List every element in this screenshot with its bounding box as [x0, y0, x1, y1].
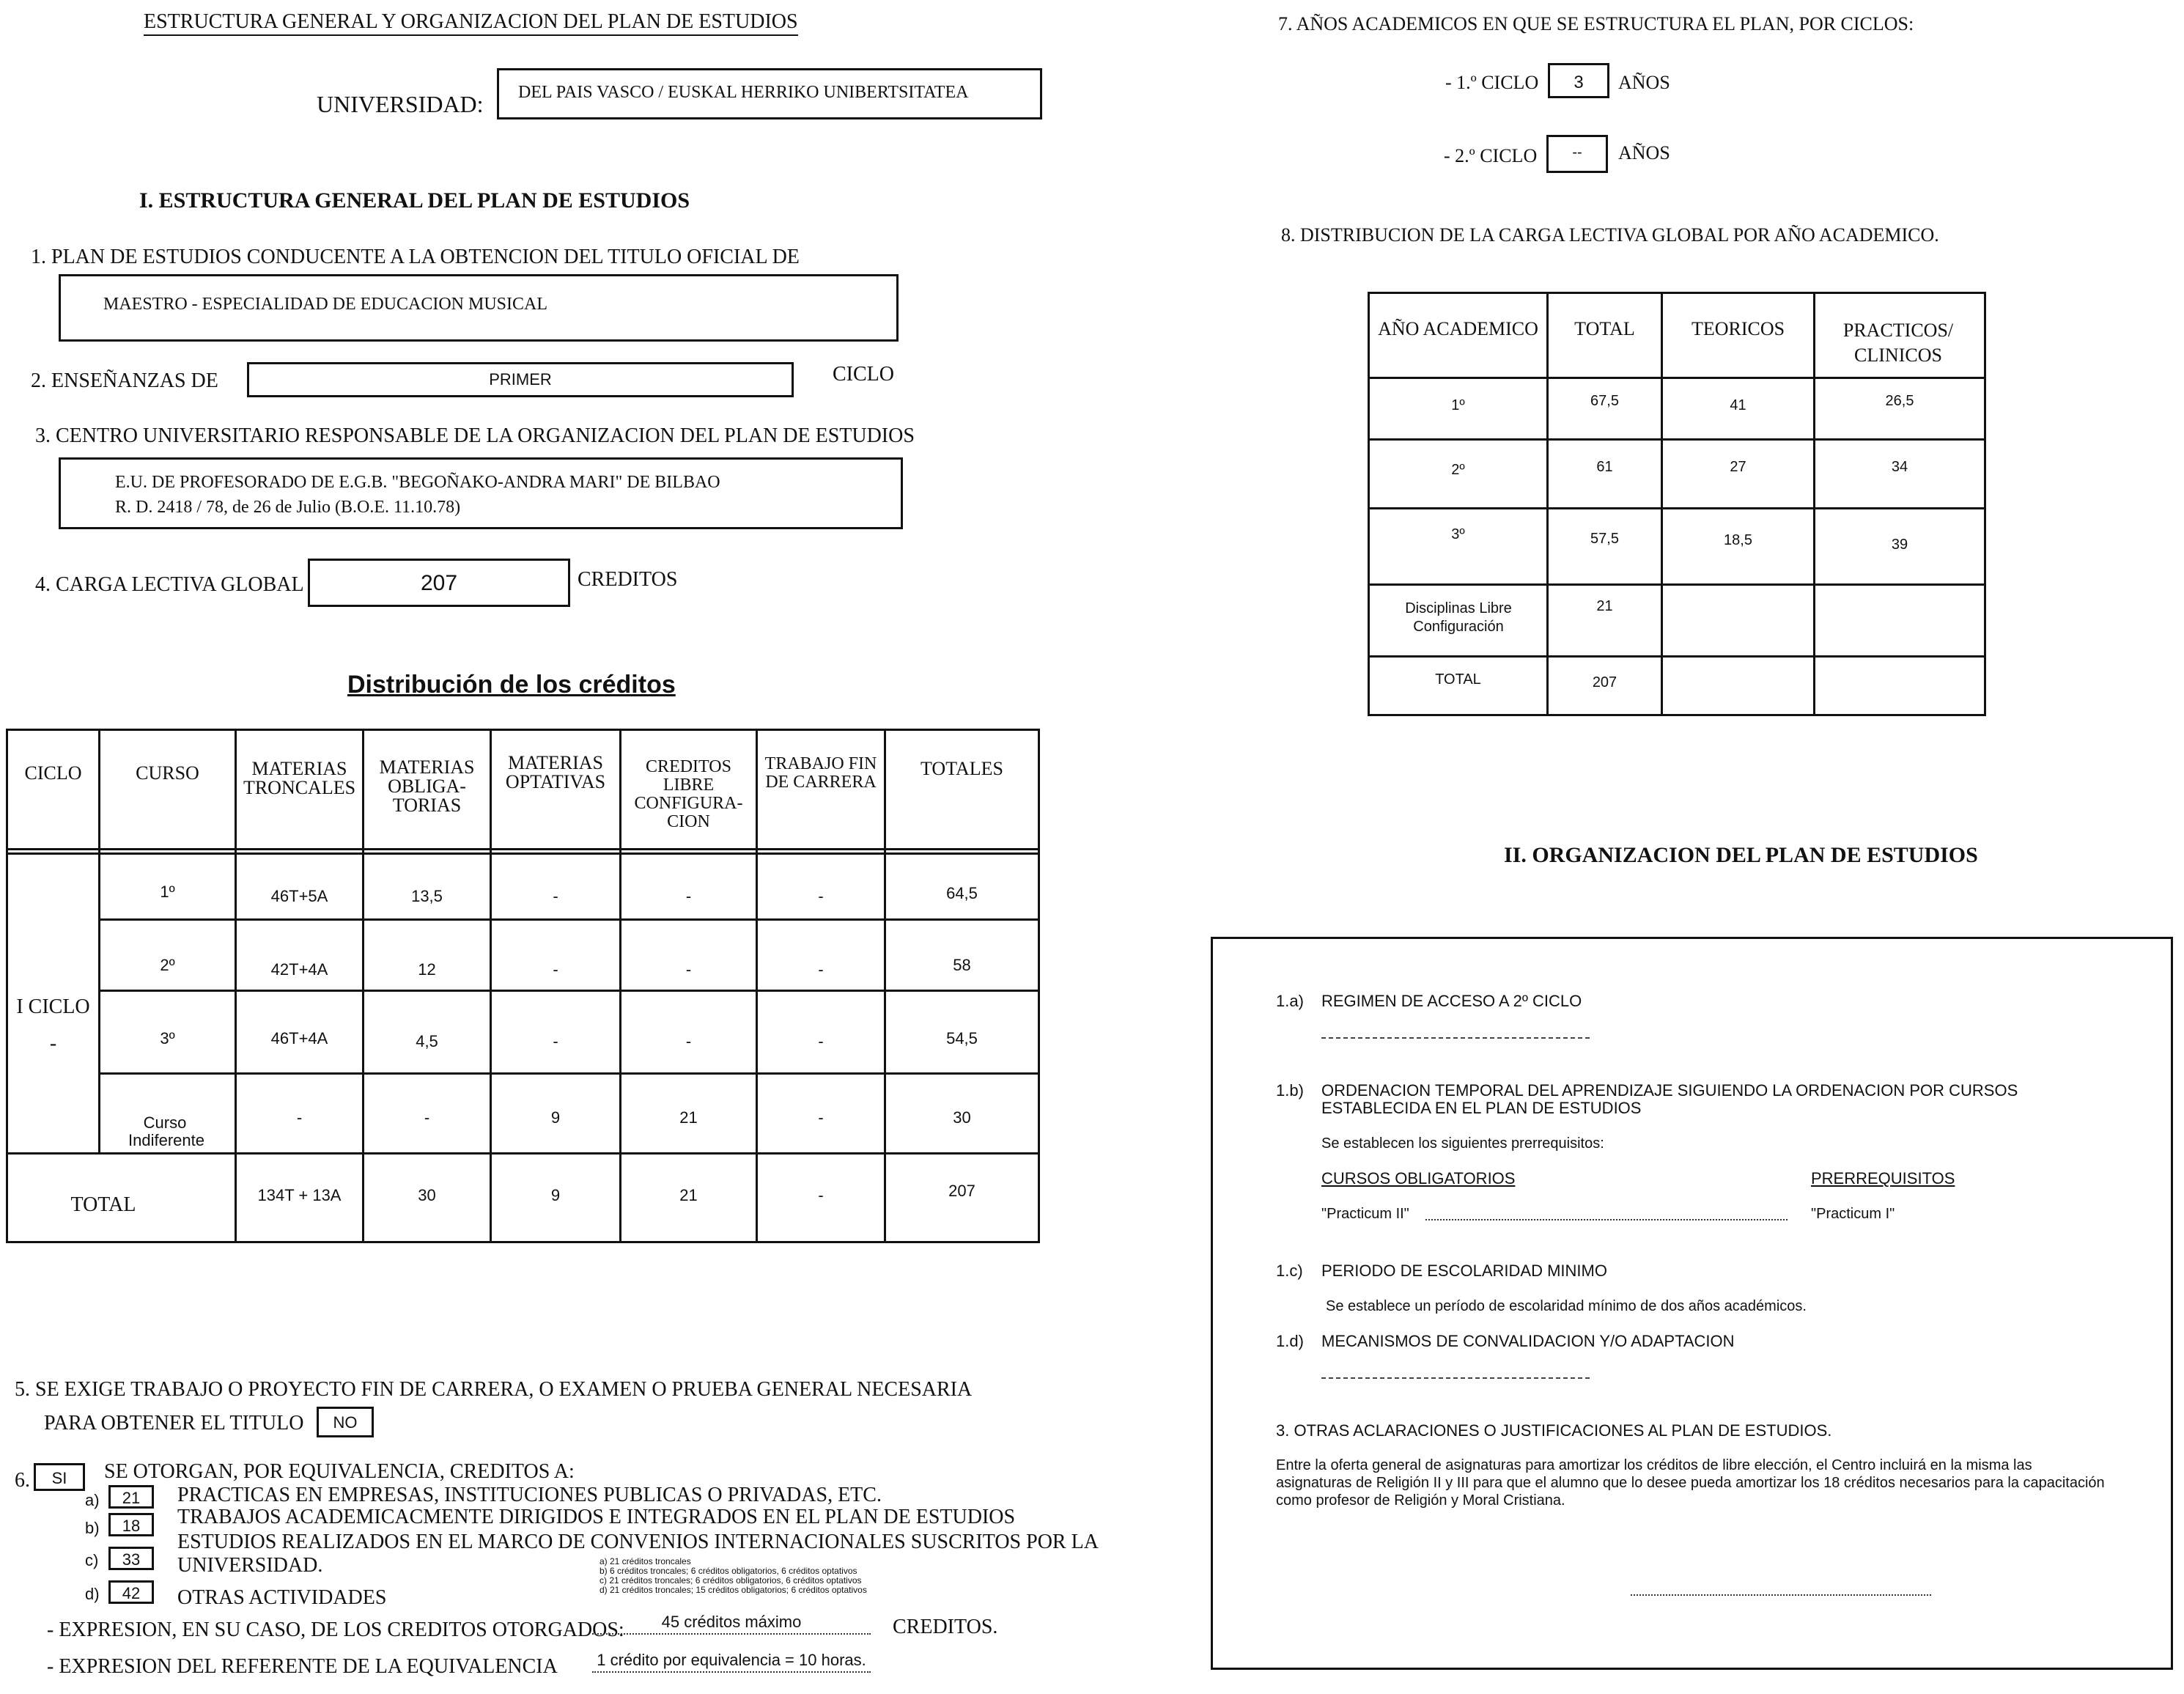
- expr1-value: 45 créditos máximo: [592, 1613, 871, 1635]
- ciclo1-label: - 1.º CICLO: [1445, 72, 1539, 93]
- section2-title: II. ORGANIZACION DEL PLAN DE ESTUDIOS: [1504, 843, 1978, 867]
- carga-value: 207: [420, 571, 458, 595]
- org-1a-line: [1321, 1037, 1590, 1039]
- table-total-libre: 21: [679, 1186, 698, 1204]
- dist-header-totales: TOTALES: [921, 758, 1003, 779]
- table-row-4-curso: Curso Indiferente: [128, 1113, 204, 1149]
- item6-notes: [600, 1557, 981, 1595]
- item6-c-letter: c): [85, 1551, 99, 1569]
- item6-note-a: a) 21 créditos troncales: [600, 1556, 691, 1566]
- item6-d-text: OTRAS ACTIVIDADES: [177, 1586, 387, 1609]
- centro-box: [59, 457, 903, 529]
- table-row-1-curso: 1º: [160, 883, 175, 901]
- item6-note-b: b) 6 créditos troncales; 6 créditos obligatorios, 6 créditos optativos: [600, 1566, 857, 1576]
- item6-num: 6.: [15, 1469, 30, 1492]
- table-row-2-troncales: 42T+4A: [270, 960, 328, 979]
- item5-label: 5. SE EXIGE TRABAJO O PROYECTO FIN DE CARRERA, O EXAMEN O PRUEBA GENERAL NECESARIA: [15, 1378, 973, 1401]
- table-total-troncales: 134T + 13A: [257, 1186, 342, 1204]
- org-1c-note: Se establece un período de escolaridad mínimo de dos años académicos.: [1326, 1298, 1807, 1314]
- dist-header-curso: CURSO: [136, 762, 199, 784]
- item6-note-d: d) 21 créditos troncales; 15 créditos obligatorios; 6 créditos optativos: [600, 1585, 867, 1595]
- carga-row-1-ano: 1º: [1451, 397, 1465, 413]
- item4-label: 4. CARGA LECTIVA GLOBAL: [35, 573, 304, 596]
- organizacion-box: [1211, 937, 2173, 1670]
- carga-row-2-practicos: 34: [1891, 459, 1908, 475]
- carga-row-3-total: 57,5: [1590, 531, 1619, 547]
- carga-row-4-ano: Disciplinas Libre Configuración: [1405, 600, 1512, 635]
- universidad-box: [497, 68, 1042, 119]
- org-1d-num: 1.d): [1276, 1332, 1304, 1350]
- dist-header-trabajo: TRABAJO FIN DE CARRERA: [764, 754, 877, 792]
- carga-row-2-teoricos: 27: [1730, 459, 1746, 475]
- carga-row-5-ano: TOTAL: [1435, 671, 1481, 688]
- expr2-value: 1 crédito por equivalencia = 10 horas.: [592, 1651, 871, 1673]
- table-row-1-troncales: 46T+5A: [270, 887, 328, 905]
- item6-d-letter: d): [85, 1585, 100, 1603]
- org-1b-num: 1.b): [1276, 1081, 1304, 1100]
- item6-a-text: PRACTICAS EN EMPRESAS, INSTITUCIONES PUBLICAS O PRIVADAS, ETC.: [177, 1484, 882, 1506]
- org-1c-num: 1.c): [1276, 1262, 1303, 1280]
- table-row-3-total: 54,5: [946, 1029, 978, 1047]
- table-total-optativas: 9: [550, 1186, 561, 1204]
- org-curso: "Practicum II": [1321, 1206, 1409, 1222]
- org-1b-note: Se establecen los siguientes prerrequisitos:: [1321, 1135, 1604, 1152]
- centro-line1: E.U. DE PROFESORADO DE E.G.B. "BEGOÑAKO-ANDRA MARI" DE BILBAO: [115, 473, 720, 492]
- dist-title: Distribución de los créditos: [347, 671, 676, 699]
- item4-suffix: CREDITOS: [578, 568, 678, 591]
- item1-label: 1. PLAN DE ESTUDIOS CONDUCENTE A LA OBTENCION DEL TITULO OFICIAL DE: [31, 246, 800, 268]
- item5-value: NO: [333, 1413, 358, 1432]
- ensenanzas-box: [247, 362, 794, 397]
- expr1-label: - EXPRESION, EN SU CASO, DE LOS CREDITOS OTORGADOS:: [47, 1618, 624, 1641]
- ciclo2-box: [1546, 135, 1608, 173]
- table-row-4-optativas: 9: [550, 1108, 561, 1127]
- dist-ciclo-mark: -: [49, 1032, 57, 1055]
- item2-label: 2. ENSEÑANZAS DE: [31, 369, 218, 392]
- item6-value: SI: [51, 1469, 67, 1487]
- table-row-3-troncales: 46T+4A: [270, 1029, 328, 1047]
- table-row-3-libre: -: [685, 1032, 692, 1050]
- item6-b-box: [108, 1513, 154, 1536]
- table-row-4-troncales: -: [296, 1108, 303, 1127]
- carga-row-2-total: 61: [1596, 459, 1613, 475]
- org-3-text: Entre la oferta general de asignaturas para amortizar los créditos de libre elección, el Centro incluirá en la misma las asignaturas de Religión II y III para que el alumno que lo desee pueda amortizar los 18 créditos necesarios para la capacitación como profesor de Religión y Moral Cristiana.: [1276, 1457, 2105, 1509]
- carga-box: [308, 559, 570, 607]
- table-row-1-obligatorias: 13,5: [411, 887, 443, 905]
- section1-title: I. ESTRUCTURA GENERAL DEL PLAN DE ESTUDIOS: [139, 188, 690, 213]
- item6-b-text: TRABAJOS ACADEMICACMENTE DIRIGIDOS E INTEGRADOS EN EL PLAN DE ESTUDIOS: [177, 1506, 1016, 1528]
- table-row-1-libre: -: [685, 887, 692, 905]
- expr2-label: - EXPRESION DEL REFERENTE DE LA EQUIVALENCIA: [47, 1655, 558, 1678]
- dist-header-optativas: MATERIAS OPTATIVAS: [505, 752, 606, 792]
- main-title: ESTRUCTURA GENERAL Y ORGANIZACION DEL PLAN DE ESTUDIOS: [144, 10, 798, 36]
- ciclo2-anos: AÑOS: [1618, 142, 1670, 163]
- org-cursos-head: CURSOS OBLIGATORIOS: [1321, 1169, 1516, 1187]
- table-row-3-trabajo: -: [818, 1032, 824, 1050]
- org-curso-dots: [1425, 1219, 1788, 1220]
- org-1b-line1: ORDENACION TEMPORAL DEL APRENDIZAJE SIGUIENDO LA ORDENACION POR CURSOS: [1321, 1081, 2018, 1100]
- item7-label: 7. AÑOS ACADEMICOS EN QUE SE ESTRUCTURA EL PLAN, POR CICLOS:: [1278, 13, 1914, 34]
- table-row-2-obligatorias: 12: [418, 960, 436, 979]
- org-1c: PERIODO DE ESCOLARIDAD MINIMO: [1321, 1262, 1607, 1280]
- org-prereq-head: PRERREQUISITOS: [1811, 1169, 1955, 1187]
- ciclo2-label: - 2.º CICLO: [1444, 145, 1538, 166]
- carga-row-3-ano: 3º: [1451, 526, 1465, 542]
- table-row-1-optativas: -: [553, 887, 558, 905]
- item5-label2: PARA OBTENER EL TITULO: [44, 1412, 304, 1435]
- table-total-trabajo: -: [818, 1186, 824, 1204]
- item6-c-box: [108, 1547, 154, 1570]
- ciclo1-anos: AÑOS: [1618, 72, 1670, 93]
- dist-header-troncales: MATERIAS TRONCALES: [243, 758, 356, 798]
- item8-label: 8. DISTRIBUCION DE LA CARGA LECTIVA GLOBAL POR AÑO ACADEMICO.: [1281, 224, 1939, 246]
- carga-header-ano: AÑO ACADEMICO: [1378, 318, 1538, 339]
- centro-line2: R. D. 2418 / 78, de 26 de Julio (B.O.E. 11.10.78): [115, 498, 461, 517]
- item6-b-value: 18: [122, 1517, 141, 1535]
- carga-row-3-practicos: 39: [1891, 537, 1908, 553]
- table-row-2-libre: -: [685, 960, 692, 979]
- table-row-4-total: 30: [953, 1108, 971, 1127]
- titulo-value: MAESTRO - ESPECIALIDAD DE EDUCACION MUSICAL: [103, 295, 547, 314]
- org-1a-num: 1.a): [1276, 992, 1304, 1010]
- carga-row-5-total: 207: [1592, 674, 1617, 691]
- item6-a-value: 21: [122, 1489, 141, 1507]
- table-row-2-total: 58: [953, 956, 971, 974]
- carga-row-1-practicos: 26,5: [1885, 393, 1914, 409]
- item6-c-value: 33: [122, 1550, 141, 1569]
- item6-c-cont: UNIVERSIDAD.: [177, 1554, 323, 1577]
- table-total-obligatorias: 30: [418, 1186, 436, 1204]
- table-total-total: 207: [948, 1182, 975, 1200]
- item6-box: [34, 1463, 85, 1491]
- table-row-3-curso: 3º: [160, 1029, 175, 1047]
- carga-row-2-ano: 2º: [1451, 462, 1465, 478]
- org-1d: MECANISMOS DE CONVALIDACION Y/O ADAPTACION: [1321, 1332, 1735, 1350]
- dist-header-obligatorias: MATERIAS OBLIGA- TORIAS: [379, 756, 475, 816]
- item6-b-letter: b): [85, 1519, 100, 1537]
- expr1-suffix: CREDITOS.: [893, 1616, 998, 1638]
- dist-ciclo: I CICLO: [16, 995, 90, 1018]
- ciclo1-value: 3: [1574, 73, 1584, 92]
- org-prereq: "Practicum I": [1811, 1206, 1895, 1222]
- table-row-2-curso: 2º: [160, 956, 175, 974]
- ciclo2-value: --: [1572, 144, 1582, 161]
- item6-note-c: c) 21 créditos troncales; 6 créditos obligatorios, 6 créditos optativos: [600, 1575, 862, 1586]
- item5-box: [317, 1407, 374, 1437]
- table-row-3-obligatorias: 4,5: [416, 1032, 438, 1050]
- carga-header-practicos: PRACTICOS/ CLINICOS: [1842, 320, 1954, 366]
- item2-suffix: CICLO: [833, 363, 894, 386]
- universidad-label: UNIVERSIDAD:: [317, 91, 484, 117]
- carga-row-4-total: 21: [1596, 598, 1613, 614]
- org-1b-line2: ESTABLECIDA EN EL PLAN DE ESTUDIOS: [1321, 1099, 1642, 1117]
- carga-header-total: TOTAL: [1574, 318, 1635, 339]
- table-row-2-trabajo: -: [818, 960, 824, 979]
- item6-label: SE OTORGAN, POR EQUIVALENCIA, CREDITOS A:: [104, 1460, 575, 1483]
- item3-label: 3. CENTRO UNIVERSITARIO RESPONSABLE DE LA ORGANIZACION DEL PLAN DE ESTUDIOS: [35, 424, 915, 447]
- table-total-label: TOTAL: [70, 1193, 136, 1216]
- item6-a-letter: a): [85, 1491, 100, 1509]
- item6-d-value: 42: [122, 1584, 141, 1602]
- table-row-1-trabajo: -: [818, 887, 824, 905]
- org-1d-line: [1321, 1377, 1590, 1379]
- carga-row-1-teoricos: 41: [1730, 397, 1746, 413]
- org-1a: REGIMEN DE ACCESO A 2º CICLO: [1321, 992, 1582, 1010]
- titulo-box: [59, 274, 899, 342]
- table-row-2-optativas: -: [553, 960, 558, 979]
- item6-c-text: ESTUDIOS REALIZADOS EN EL MARCO DE CONVENIOS INTERNACIONALES SUSCRITOS POR LA: [177, 1531, 1099, 1553]
- carga-header-teoricos: TEORICOS: [1691, 318, 1785, 339]
- table-row-4-libre: 21: [679, 1108, 698, 1127]
- org-3: 3. OTRAS ACLARACIONES O JUSTIFICACIONES AL PLAN DE ESTUDIOS.: [1276, 1421, 1832, 1440]
- org-3-dots: [1631, 1594, 1931, 1596]
- carga-row-3-teoricos: 18,5: [1724, 532, 1752, 548]
- table-row-4-trabajo: -: [818, 1108, 824, 1127]
- ensenanzas-value: PRIMER: [489, 370, 552, 388]
- item6-a-box: [108, 1485, 154, 1509]
- table-row-3-optativas: -: [553, 1032, 558, 1050]
- table-row-4-obligatorias: -: [424, 1108, 430, 1127]
- dist-header-ciclo: CICLO: [24, 762, 82, 784]
- item6-d-box: [108, 1580, 154, 1604]
- table-row-1-total: 64,5: [946, 884, 978, 902]
- ciclo1-box: [1548, 63, 1609, 98]
- universidad-value: DEL PAIS VASCO / EUSKAL HERRIKO UNIBERTSITATEA: [518, 83, 969, 102]
- carga-row-1-total: 67,5: [1590, 393, 1619, 409]
- dist-header-libre: CREDITOS LIBRE CONFIGURA- CION: [634, 757, 743, 831]
